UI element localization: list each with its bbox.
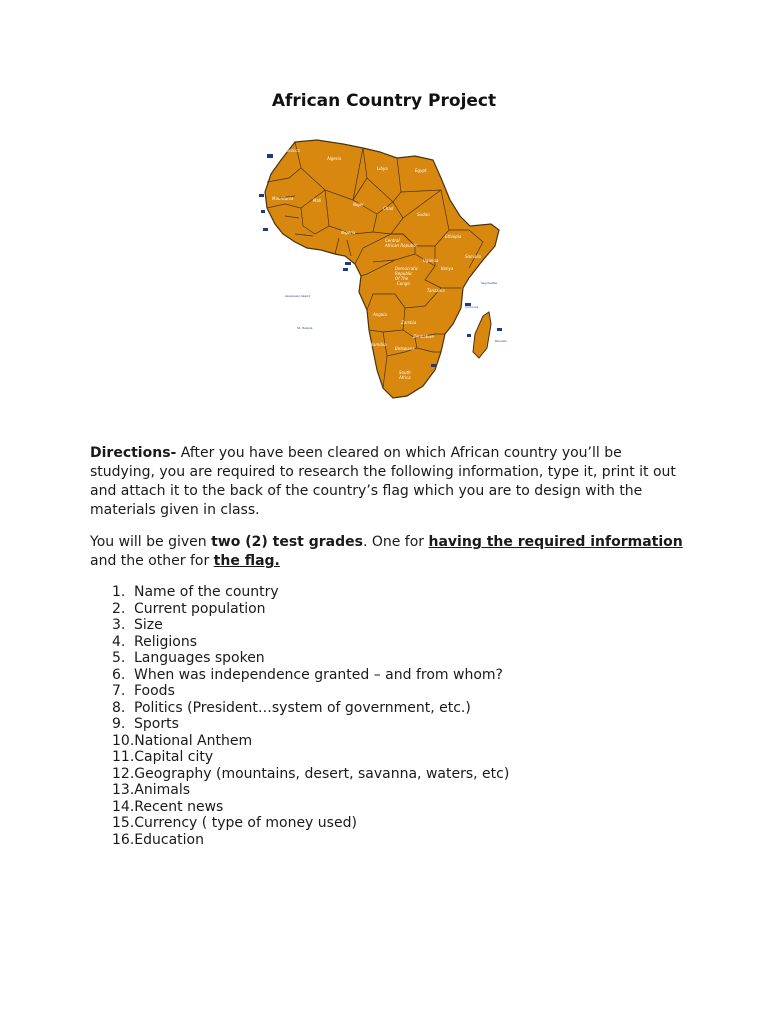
svg-text:Mali: Mali <box>313 198 322 203</box>
svg-text:Congo: Congo <box>397 281 410 286</box>
svg-text:Sudan: Sudan <box>417 212 430 217</box>
page-title: African Country Project <box>271 91 497 111</box>
svg-text:Angola: Angola <box>373 312 387 317</box>
list-item-text: Recent news <box>134 798 224 815</box>
list-item-number: 7. <box>112 683 126 699</box>
list-item-number: 8. <box>112 699 126 716</box>
svg-text:Botswana: Botswana <box>395 346 415 351</box>
list-item <box>112 749 509 766</box>
list-item-number: 3. <box>112 617 126 633</box>
list-item-text: Geography (mountains, desert, savanna, waters, etc) <box>134 765 510 782</box>
svg-text:St. Helena: St. Helena <box>297 326 313 330</box>
list-item-number: 4. <box>112 633 126 650</box>
svg-text:Africa: Africa <box>399 375 411 380</box>
list-item <box>112 601 509 618</box>
list-item-text: Current population <box>134 600 266 617</box>
list-item-number: 14. <box>112 798 135 815</box>
list-item <box>112 683 509 700</box>
list-item <box>112 667 509 684</box>
svg-text:Somalia: Somalia <box>465 254 482 259</box>
grades-mid: . One for <box>362 534 429 550</box>
svg-text:Namibia: Namibia <box>370 342 387 347</box>
svg-text:Egypt: Egypt <box>415 168 427 173</box>
svg-text:South: South <box>399 370 411 375</box>
svg-text:African Republic: African Republic <box>385 243 418 248</box>
svg-text:Democratic: Democratic <box>395 266 419 271</box>
list-item-number: 1. <box>112 584 126 600</box>
svg-text:Nigeria: Nigeria <box>341 230 356 235</box>
svg-text:Zambia: Zambia <box>401 320 417 325</box>
directions-label: Directions- <box>90 445 177 461</box>
list-item-number: 15. <box>112 815 135 831</box>
grades-bold: two (2) test grades <box>211 534 363 550</box>
list-item-number: 9. <box>112 716 126 732</box>
grades-flag: the flag. <box>213 553 280 569</box>
svg-text:Ethiopia: Ethiopia <box>445 234 462 239</box>
list-item-text: Capital city <box>134 749 214 765</box>
list-item <box>112 634 509 651</box>
list-item-number: 13. <box>112 782 135 798</box>
africa-map <box>255 138 525 400</box>
grades-required-info: having the required information <box>428 534 683 550</box>
svg-text:Tanzania: Tanzania <box>427 288 445 293</box>
list-item <box>112 815 509 832</box>
africa-continent-shape <box>265 140 499 398</box>
list-item-text: Foods <box>134 683 175 699</box>
list-item <box>112 650 509 667</box>
directions-text: After you have been cleared on which African country you’ll be studying, you are required to research the following information, type it, print it out and attach it to the back of the country’s flag which you are to design with the materials given in class. <box>90 445 676 518</box>
grades-intro: You will be given <box>90 534 212 550</box>
grades-paragraph <box>90 533 690 571</box>
list-item <box>112 733 509 750</box>
list-item-text: Politics (President…system of government, etc.) <box>134 699 471 716</box>
list-item-text: Currency ( type of money used) <box>134 815 357 831</box>
svg-text:Central: Central <box>385 238 400 243</box>
directions-paragraph <box>90 444 690 520</box>
list-item-number: 2. <box>112 600 126 617</box>
list-item-number: 10. <box>112 732 135 749</box>
list-item <box>112 782 509 799</box>
svg-text:Kenya: Kenya <box>441 266 454 271</box>
list-item-number: 11. <box>112 749 135 765</box>
grades-and: and the other for <box>90 553 214 569</box>
svg-text:Libya: Libya <box>377 166 388 171</box>
list-item-text: Sports <box>134 716 179 732</box>
list-item-text: When was independence granted – and from whom? <box>134 666 503 683</box>
svg-text:Seychelles: Seychelles <box>481 281 497 285</box>
list-item <box>112 832 509 849</box>
madagascar-shape <box>473 312 491 358</box>
svg-text:Mauritania: Mauritania <box>272 196 294 201</box>
list-item-text: Animals <box>134 782 191 798</box>
list-item <box>112 700 509 717</box>
list-item-text: Languages spoken <box>134 650 265 666</box>
list-item-text: Religions <box>134 633 197 650</box>
svg-text:Zimbabwe: Zimbabwe <box>413 334 435 339</box>
list-item-text: Education <box>134 831 204 848</box>
list-item-number: 12. <box>112 765 135 782</box>
svg-text:Uganda: Uganda <box>423 258 439 263</box>
svg-text:Republic: Republic <box>395 271 413 276</box>
svg-text:Reunion: Reunion <box>495 339 508 343</box>
requirements-list <box>112 584 509 848</box>
list-item-number: 5. <box>112 650 126 666</box>
list-item <box>112 617 509 634</box>
list-item <box>112 716 509 733</box>
list-item-number: 6. <box>112 666 126 683</box>
list-item-text: Size <box>134 617 163 633</box>
list-item-text: Name of the country <box>134 584 279 600</box>
svg-text:Niger: Niger <box>353 202 364 207</box>
svg-text:Algeria: Algeria <box>327 156 342 161</box>
list-item <box>112 584 509 601</box>
svg-text:Comoros: Comoros <box>465 305 479 309</box>
list-item-text: National Anthem <box>134 732 253 749</box>
list-item-number: 16. <box>112 831 135 848</box>
svg-text:Morocco: Morocco <box>283 148 300 153</box>
svg-text:Chad: Chad <box>383 206 394 211</box>
list-item <box>112 799 509 816</box>
list-item <box>112 766 509 783</box>
svg-text:Of The: Of The <box>395 276 409 281</box>
svg-text:Ascension Island: Ascension Island <box>285 294 311 298</box>
